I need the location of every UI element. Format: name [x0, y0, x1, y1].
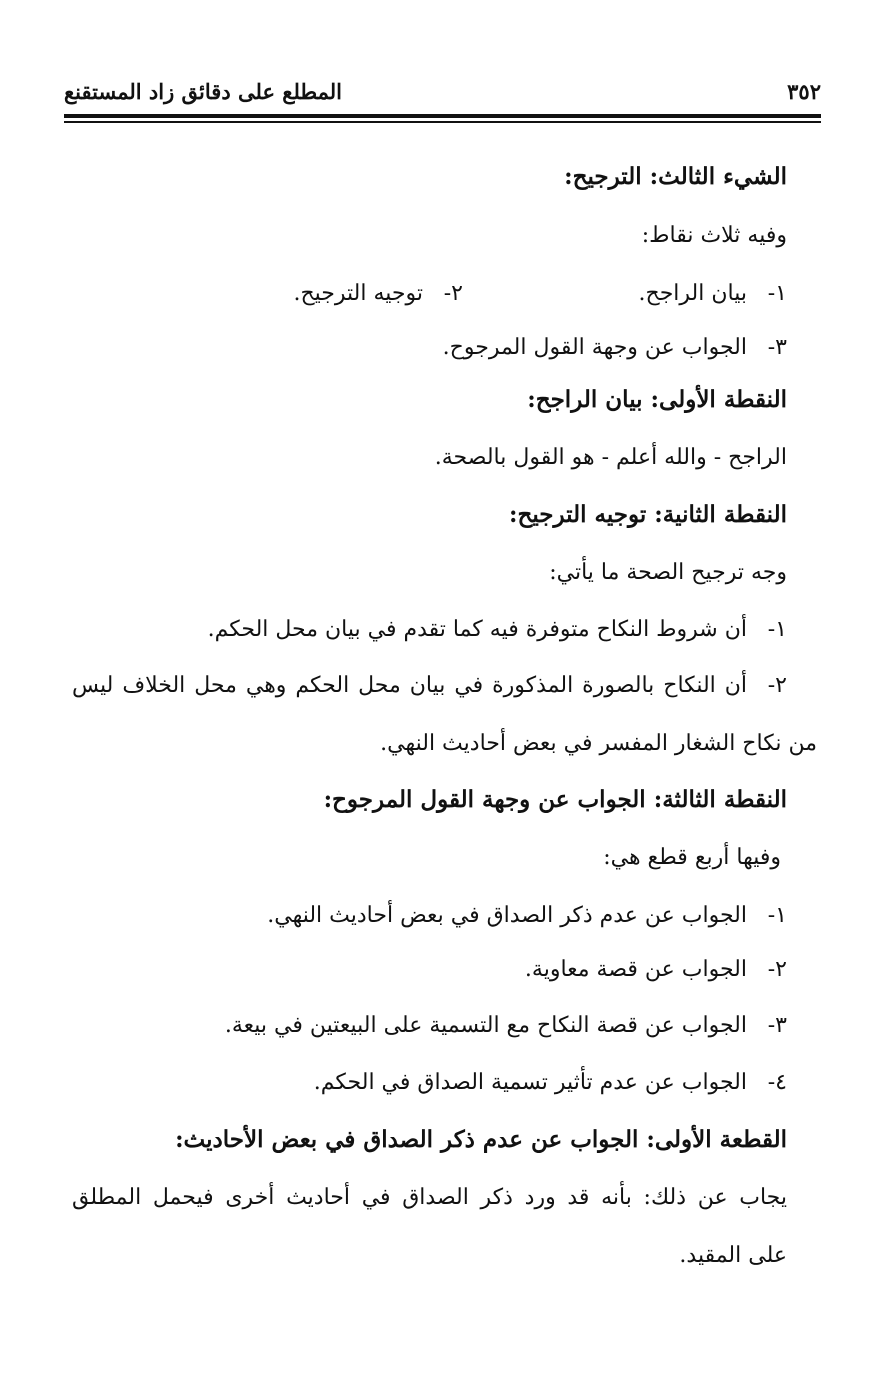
header-rule-thick	[64, 114, 821, 118]
list-number: ٣-	[767, 1013, 787, 1038]
list-text: الجواب عن قصة النكاح مع التسمية على البيعتين في بيعة.	[224, 1013, 747, 1038]
subsection-heading: النقطة الأولى: بيان الراجح:	[527, 386, 787, 413]
paragraph: وفيه ثلاث نقاط:	[641, 223, 787, 248]
list-number: ١-	[767, 903, 787, 928]
list-item-continuation: من نكاح الشغار المفسر في بعض أحاديث النهي.	[380, 731, 817, 756]
page-header	[64, 74, 821, 108]
list-text: توجيه الترجيح.	[293, 281, 423, 306]
list-item	[267, 896, 787, 936]
list-number: ٢-	[767, 673, 787, 698]
section-heading: الشيء الثالث: الترجيح:	[564, 163, 787, 190]
list-text: الجواب عن عدم تأثير تسمية الصداق في الحكم.	[313, 1070, 747, 1095]
list-item	[72, 666, 787, 706]
subsection-heading: النقطة الثانية: توجيه الترجيح:	[509, 501, 787, 528]
list-number: ٣-	[767, 335, 787, 360]
paragraph: وجه ترجيح الصحة ما يأتي:	[549, 560, 787, 585]
paragraph: وفيها أربع قطع هي:	[603, 845, 781, 870]
list-item	[208, 610, 787, 650]
list-item	[293, 274, 463, 314]
list-number: ٢-	[767, 957, 787, 982]
paragraph: الراجح - والله أعلم - هو القول بالصحة.	[434, 445, 787, 470]
list-number: ٤-	[767, 1070, 787, 1095]
subsection-heading: القطعة الأولى: الجواب عن عدم ذكر الصداق في بعض الأحاديث:	[175, 1126, 787, 1153]
running-title: المطلع على دقائق زاد المستقنع	[64, 78, 343, 104]
list-text: الجواب عن عدم ذكر الصداق في بعض أحاديث النهي.	[267, 903, 747, 928]
list-number: ٢-	[443, 281, 463, 306]
subsection-heading: النقطة الثالثة: الجواب عن وجهة القول المرجوح:	[323, 786, 787, 813]
list-number: ١-	[767, 281, 787, 306]
list-text: أن النكاح بالصورة المذكورة في بيان محل الحكم وهي محل الخلاف ليس	[72, 673, 747, 698]
header-rule-thin	[64, 121, 821, 123]
list-number: ١-	[767, 617, 787, 642]
list-text: الجواب عن وجهة القول المرجوح.	[442, 335, 747, 360]
list-item	[443, 328, 787, 368]
list-text: أن شروط النكاح متوفرة فيه كما تقدم في بيان محل الحكم.	[207, 617, 747, 642]
list-text: الجواب عن قصة معاوية.	[524, 957, 747, 982]
list-item	[525, 950, 787, 990]
paragraph: يجاب عن ذلك: بأنه قد ورد ذكر الصداق في أحاديث أخرى فيحمل المطلق	[72, 1185, 787, 1210]
paragraph-continuation: على المقيد.	[679, 1243, 787, 1268]
list-text: بيان الراجح.	[638, 281, 747, 306]
list-item	[225, 1006, 787, 1046]
list-item	[314, 1063, 787, 1103]
page-number: ٣٥٢	[787, 78, 821, 104]
list-item	[639, 274, 787, 314]
